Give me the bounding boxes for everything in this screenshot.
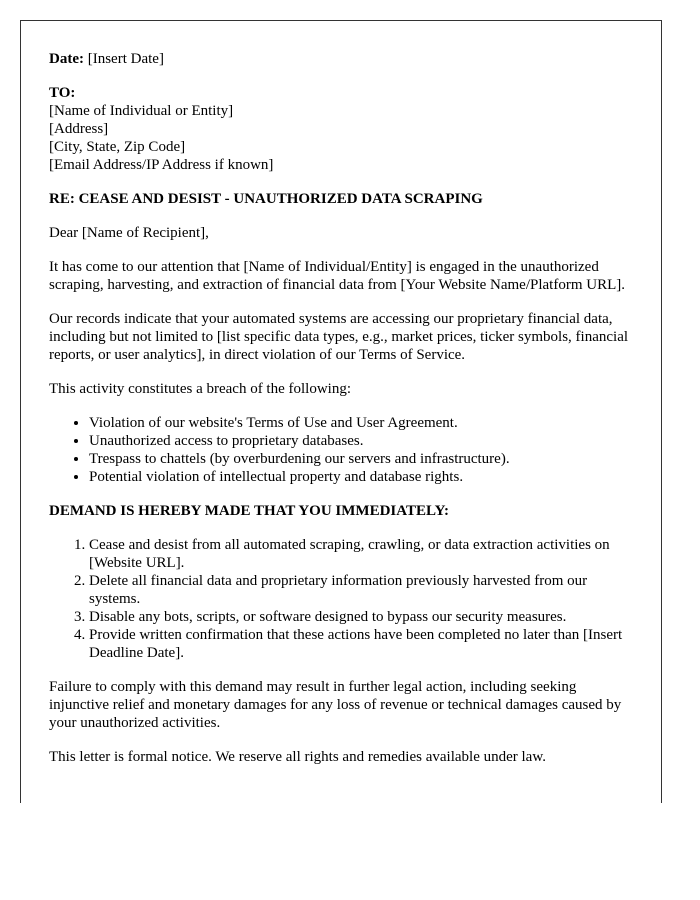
list-item: 2. Delete all financial data and proprietary information previously harvested from our systems.	[89, 572, 632, 608]
list-item: • Violation of our website's Terms of Use and User Agreement.	[89, 414, 632, 432]
list-item: • Unauthorized access to proprietary databases.	[89, 432, 632, 450]
date-line	[49, 50, 632, 68]
subject-line	[49, 190, 632, 208]
recipient-address: [Address]	[49, 121, 109, 137]
recipient-name: [Name of Individual or Entity]	[49, 103, 234, 119]
letter	[20, 20, 662, 803]
salutation: Dear [Name of Recipient],	[49, 225, 209, 241]
demand-heading	[49, 502, 632, 520]
list-item: 4. Provide written confirmation that these actions have been completed no later than [Insert Deadline Date].	[89, 626, 632, 662]
paragraph: Our records indicate that your automated systems are accessing our proprietary financial data, including but not limited to [list specific data types, e.g., market prices, ticker symbols, financial reports, or user analytics], in direct violation of our Terms of Service.	[49, 311, 629, 363]
date-label: Date:	[49, 51, 84, 67]
date-value: [Insert Date]	[87, 51, 164, 67]
list-item: 3. Disable any bots, scripts, or software designed to bypass our security measures.	[89, 608, 632, 626]
breach-list	[49, 414, 632, 486]
paragraph: This activity constitutes a breach of the following:	[49, 381, 352, 397]
list-item: 1. Cease and desist from all automated scraping, crawling, or data extraction activities on [Website URL].	[89, 536, 632, 572]
paragraph: Failure to comply with this demand may result in further legal action, including seeking injunctive relief and monetary damages for any loss of revenue or technical damages caused by your unauthorized activities.	[49, 679, 622, 731]
recipient-email: [Email Address/IP Address if known]	[49, 157, 274, 173]
demand-list	[49, 536, 632, 662]
recipient-block	[49, 84, 632, 174]
paragraph: This letter is formal notice. We reserve all rights and remedies available under law.	[49, 749, 546, 765]
list-item: • Trespass to chattels (by overburdening our servers and infrastructure).	[89, 450, 632, 468]
to-label: TO:	[49, 85, 76, 101]
recipient-city: [City, State, Zip Code]	[49, 139, 186, 155]
demand-heading-text: DEMAND IS HEREBY MADE THAT YOU IMMEDIATELY:	[49, 503, 450, 519]
paragraph: It has come to our attention that [Name of Individual/Entity] is engaged in the unauthorized scraping, harvesting, and extraction of financial data from [Your Website Name/Platform URL].	[49, 259, 625, 293]
list-item: • Potential violation of intellectual property and database rights.	[89, 468, 632, 486]
subject-text: RE: CEASE AND DESIST - UNAUTHORIZED DATA SCRAPING	[49, 191, 483, 207]
